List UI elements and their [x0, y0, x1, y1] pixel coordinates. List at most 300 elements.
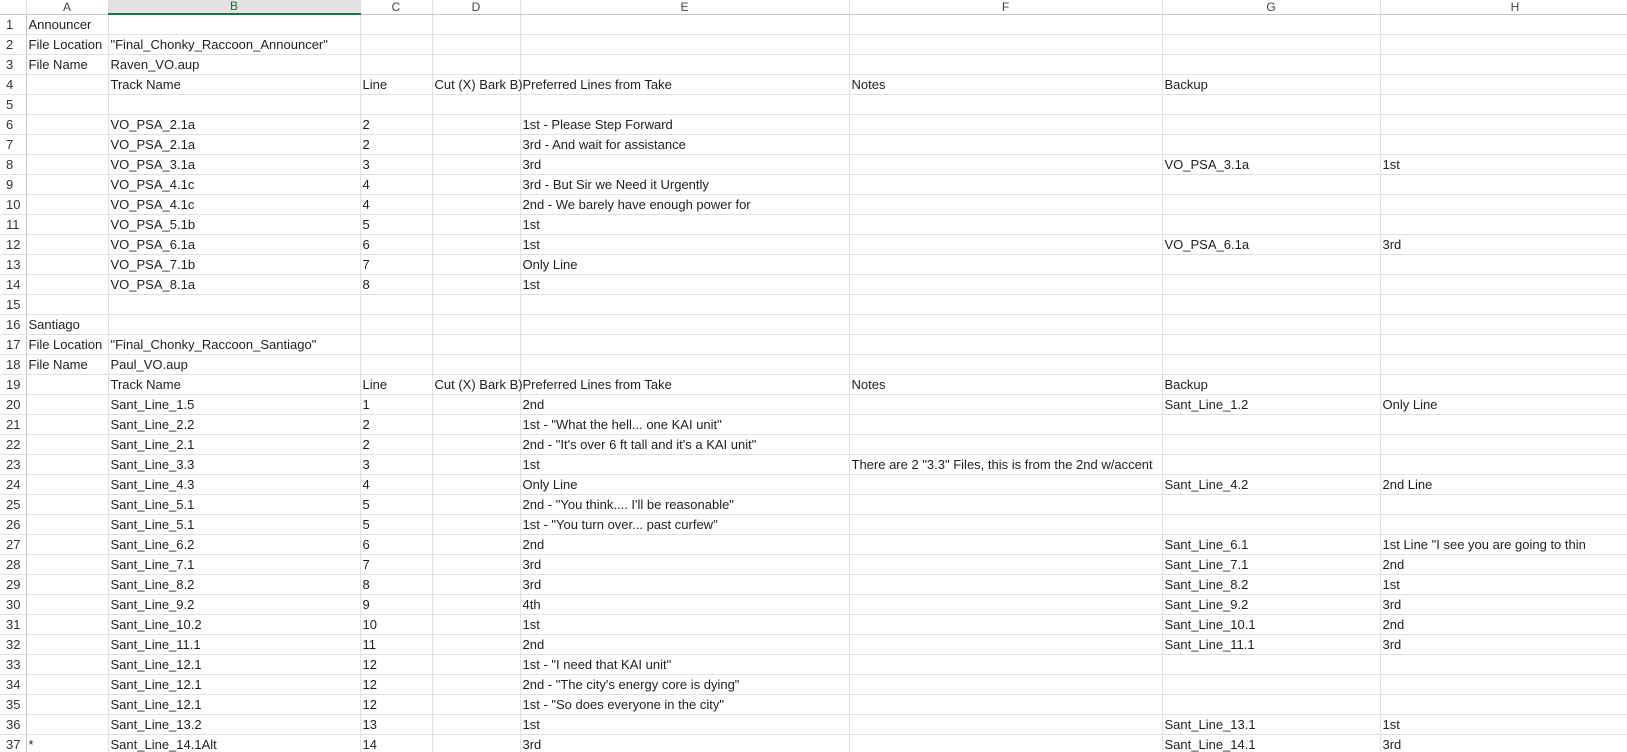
cell-f36[interactable] — [849, 715, 1162, 735]
cell-g31[interactable] — [1162, 615, 1380, 635]
cell-c18[interactable] — [360, 355, 432, 375]
cell-g4[interactable] — [1162, 75, 1380, 95]
cell-f25[interactable] — [849, 495, 1162, 515]
cell-d33[interactable] — [432, 655, 520, 675]
cell-d9[interactable] — [432, 175, 520, 195]
cell-f32[interactable] — [849, 635, 1162, 655]
cell-b13[interactable] — [108, 255, 360, 275]
row-header[interactable]: 14 — [0, 275, 26, 295]
row-header[interactable]: 24 — [0, 475, 26, 495]
cell-b12[interactable] — [108, 235, 360, 255]
cell-h32[interactable] — [1380, 635, 1627, 655]
cell-h1[interactable] — [1380, 14, 1627, 35]
cell-d26[interactable] — [432, 515, 520, 535]
cell-c26[interactable] — [360, 515, 432, 535]
cell-f13[interactable] — [849, 255, 1162, 275]
cell-b34[interactable] — [108, 675, 360, 695]
cell-g26[interactable] — [1162, 515, 1380, 535]
row-header[interactable]: 21 — [0, 415, 26, 435]
cell-f29[interactable] — [849, 575, 1162, 595]
cell-c19[interactable] — [360, 375, 432, 395]
cell-b25[interactable] — [108, 495, 360, 515]
cell-f8[interactable] — [849, 155, 1162, 175]
cell-f4[interactable] — [849, 75, 1162, 95]
row-header[interactable]: 22 — [0, 435, 26, 455]
cell-d10[interactable] — [432, 195, 520, 215]
cell-c15[interactable] — [360, 295, 432, 315]
cell-b28[interactable] — [108, 555, 360, 575]
cell-d7[interactable] — [432, 135, 520, 155]
row-header[interactable]: 20 — [0, 395, 26, 415]
cell-d18[interactable] — [432, 355, 520, 375]
cell-d14[interactable] — [432, 275, 520, 295]
cell-a18[interactable] — [26, 355, 108, 375]
cell-d34[interactable] — [432, 675, 520, 695]
cell-b35[interactable] — [108, 695, 360, 715]
cell-d27[interactable] — [432, 535, 520, 555]
cell-f12[interactable] — [849, 235, 1162, 255]
cell-h14[interactable] — [1380, 275, 1627, 295]
cell-f17[interactable] — [849, 335, 1162, 355]
cell-g12[interactable] — [1162, 235, 1380, 255]
cell-c9[interactable] — [360, 175, 432, 195]
cell-d16[interactable] — [432, 315, 520, 335]
cell-g10[interactable] — [1162, 195, 1380, 215]
cell-h13[interactable] — [1380, 255, 1627, 275]
cell-h5[interactable] — [1380, 95, 1627, 115]
column-header-h[interactable]: H — [1380, 0, 1627, 14]
cell-b1[interactable] — [108, 14, 360, 35]
cell-h15[interactable] — [1380, 295, 1627, 315]
cell-a2[interactable] — [26, 35, 108, 55]
cell-g17[interactable] — [1162, 335, 1380, 355]
cell-a20[interactable] — [26, 395, 108, 415]
cell-c21[interactable] — [360, 415, 432, 435]
cell-d6[interactable] — [432, 115, 520, 135]
cell-c35[interactable] — [360, 695, 432, 715]
cell-d31[interactable] — [432, 615, 520, 635]
row-header[interactable]: 2 — [0, 35, 26, 55]
cell-a35[interactable] — [26, 695, 108, 715]
cell-c24[interactable] — [360, 475, 432, 495]
row-header[interactable]: 11 — [0, 215, 26, 235]
cell-g8[interactable] — [1162, 155, 1380, 175]
cell-c25[interactable] — [360, 495, 432, 515]
cell-g18[interactable] — [1162, 355, 1380, 375]
cell-a34[interactable] — [26, 675, 108, 695]
row-header[interactable]: 8 — [0, 155, 26, 175]
cell-a31[interactable] — [26, 615, 108, 635]
cell-h36[interactable] — [1380, 715, 1627, 735]
cell-h16[interactable] — [1380, 315, 1627, 335]
cell-d30[interactable] — [432, 595, 520, 615]
cell-a19[interactable] — [26, 375, 108, 395]
row-header[interactable]: 23 — [0, 455, 26, 475]
cell-a17[interactable] — [26, 335, 108, 355]
cell-f3[interactable] — [849, 55, 1162, 75]
cell-d1[interactable] — [432, 14, 520, 35]
cell-c12[interactable] — [360, 235, 432, 255]
cell-a13[interactable] — [26, 255, 108, 275]
cell-e14[interactable] — [520, 275, 849, 295]
cell-d29[interactable] — [432, 575, 520, 595]
cell-h9[interactable] — [1380, 175, 1627, 195]
cell-h4[interactable] — [1380, 75, 1627, 95]
cell-e21[interactable] — [520, 415, 849, 435]
cell-h26[interactable] — [1380, 515, 1627, 535]
row-header[interactable]: 10 — [0, 195, 26, 215]
row-header[interactable]: 1 — [0, 14, 26, 35]
cell-h21[interactable] — [1380, 415, 1627, 435]
cell-b17[interactable] — [108, 335, 360, 355]
cell-b21[interactable] — [108, 415, 360, 435]
cell-e26[interactable] — [520, 515, 849, 535]
cell-c14[interactable] — [360, 275, 432, 295]
cell-f23[interactable] — [849, 455, 1162, 475]
cell-b4[interactable] — [108, 75, 360, 95]
cell-b8[interactable] — [108, 155, 360, 175]
column-header-b[interactable]: B — [108, 0, 360, 14]
cell-a36[interactable] — [26, 715, 108, 735]
cell-e34[interactable] — [520, 675, 849, 695]
cell-h17[interactable] — [1380, 335, 1627, 355]
cell-b9[interactable] — [108, 175, 360, 195]
cell-b2[interactable] — [108, 35, 360, 55]
cell-h24[interactable] — [1380, 475, 1627, 495]
cell-e27[interactable] — [520, 535, 849, 555]
cell-f21[interactable] — [849, 415, 1162, 435]
row-header[interactable]: 27 — [0, 535, 26, 555]
cell-e18[interactable] — [520, 355, 849, 375]
row-header[interactable]: 19 — [0, 375, 26, 395]
cell-e20[interactable] — [520, 395, 849, 415]
row-header[interactable]: 6 — [0, 115, 26, 135]
cell-c27[interactable] — [360, 535, 432, 555]
row-header[interactable]: 35 — [0, 695, 26, 715]
cell-f5[interactable] — [849, 95, 1162, 115]
cell-f14[interactable] — [849, 275, 1162, 295]
row-header[interactable]: 12 — [0, 235, 26, 255]
row-header[interactable]: 33 — [0, 655, 26, 675]
cell-a25[interactable] — [26, 495, 108, 515]
cell-d3[interactable] — [432, 55, 520, 75]
cell-b5[interactable] — [108, 95, 360, 115]
cell-b11[interactable] — [108, 215, 360, 235]
cell-d2[interactable] — [432, 35, 520, 55]
cell-g25[interactable] — [1162, 495, 1380, 515]
cell-f35[interactable] — [849, 695, 1162, 715]
column-header-e[interactable]: E — [520, 0, 849, 14]
cell-g34[interactable] — [1162, 675, 1380, 695]
cell-e17[interactable] — [520, 335, 849, 355]
cell-g24[interactable] — [1162, 475, 1380, 495]
cell-b29[interactable] — [108, 575, 360, 595]
cell-e33[interactable] — [520, 655, 849, 675]
cell-a7[interactable] — [26, 135, 108, 155]
cell-f11[interactable] — [849, 215, 1162, 235]
cell-g6[interactable] — [1162, 115, 1380, 135]
cell-h3[interactable] — [1380, 55, 1627, 75]
cell-g5[interactable] — [1162, 95, 1380, 115]
cell-h29[interactable] — [1380, 575, 1627, 595]
column-header-g[interactable]: G — [1162, 0, 1380, 14]
cell-f7[interactable] — [849, 135, 1162, 155]
cell-a26[interactable] — [26, 515, 108, 535]
cell-g33[interactable] — [1162, 655, 1380, 675]
cell-a27[interactable] — [26, 535, 108, 555]
cell-c11[interactable] — [360, 215, 432, 235]
cell-f16[interactable] — [849, 315, 1162, 335]
cell-h6[interactable] — [1380, 115, 1627, 135]
cell-a37[interactable] — [26, 735, 108, 752]
column-header-f[interactable]: F — [849, 0, 1162, 14]
cell-a28[interactable] — [26, 555, 108, 575]
row-header[interactable]: 4 — [0, 75, 26, 95]
cell-a29[interactable] — [26, 575, 108, 595]
cell-c16[interactable] — [360, 315, 432, 335]
row-header[interactable]: 32 — [0, 635, 26, 655]
cell-c5[interactable] — [360, 95, 432, 115]
cell-f9[interactable] — [849, 175, 1162, 195]
cell-f18[interactable] — [849, 355, 1162, 375]
row-header[interactable]: 29 — [0, 575, 26, 595]
cell-e2[interactable] — [520, 35, 849, 55]
cell-c37[interactable] — [360, 735, 432, 752]
cell-g29[interactable] — [1162, 575, 1380, 595]
cell-b27[interactable] — [108, 535, 360, 555]
cell-f6[interactable] — [849, 115, 1162, 135]
cell-a22[interactable] — [26, 435, 108, 455]
cell-b33[interactable] — [108, 655, 360, 675]
cell-b3[interactable] — [108, 55, 360, 75]
cell-g30[interactable] — [1162, 595, 1380, 615]
row-header[interactable]: 18 — [0, 355, 26, 375]
cell-b37[interactable] — [108, 735, 360, 752]
row-header[interactable]: 3 — [0, 55, 26, 75]
cell-f22[interactable] — [849, 435, 1162, 455]
row-header[interactable]: 5 — [0, 95, 26, 115]
cell-e37[interactable] — [520, 735, 849, 752]
cell-h2[interactable] — [1380, 35, 1627, 55]
cell-f26[interactable] — [849, 515, 1162, 535]
cell-h34[interactable] — [1380, 675, 1627, 695]
cell-e30[interactable] — [520, 595, 849, 615]
cell-g2[interactable] — [1162, 35, 1380, 55]
cell-d35[interactable] — [432, 695, 520, 715]
cell-d13[interactable] — [432, 255, 520, 275]
cell-e12[interactable] — [520, 235, 849, 255]
cell-c20[interactable] — [360, 395, 432, 415]
row-header[interactable]: 34 — [0, 675, 26, 695]
cell-c31[interactable] — [360, 615, 432, 635]
cell-b24[interactable] — [108, 475, 360, 495]
cell-a10[interactable] — [26, 195, 108, 215]
cell-f10[interactable] — [849, 195, 1162, 215]
select-all-corner[interactable] — [0, 0, 26, 14]
cell-c13[interactable] — [360, 255, 432, 275]
cell-e22[interactable] — [520, 435, 849, 455]
cell-g27[interactable] — [1162, 535, 1380, 555]
cell-h22[interactable] — [1380, 435, 1627, 455]
cell-f20[interactable] — [849, 395, 1162, 415]
cell-a23[interactable] — [26, 455, 108, 475]
cell-h31[interactable] — [1380, 615, 1627, 635]
cell-f19[interactable] — [849, 375, 1162, 395]
cell-f2[interactable] — [849, 35, 1162, 55]
cell-a33[interactable] — [26, 655, 108, 675]
cell-a16[interactable] — [26, 315, 108, 335]
cell-a9[interactable] — [26, 175, 108, 195]
cell-h10[interactable] — [1380, 195, 1627, 215]
cell-b14[interactable] — [108, 275, 360, 295]
cell-h35[interactable] — [1380, 695, 1627, 715]
cell-d5[interactable] — [432, 95, 520, 115]
cell-b10[interactable] — [108, 195, 360, 215]
cell-b7[interactable] — [108, 135, 360, 155]
cell-d32[interactable] — [432, 635, 520, 655]
cell-c17[interactable] — [360, 335, 432, 355]
cell-d15[interactable] — [432, 295, 520, 315]
cell-f33[interactable] — [849, 655, 1162, 675]
row-header[interactable]: 25 — [0, 495, 26, 515]
cell-f1[interactable] — [849, 14, 1162, 35]
cell-a6[interactable] — [26, 115, 108, 135]
cell-e16[interactable] — [520, 315, 849, 335]
row-header[interactable]: 9 — [0, 175, 26, 195]
cell-b23[interactable] — [108, 455, 360, 475]
cell-b32[interactable] — [108, 635, 360, 655]
cell-f37[interactable] — [849, 735, 1162, 752]
cell-c22[interactable] — [360, 435, 432, 455]
cell-f31[interactable] — [849, 615, 1162, 635]
cell-e3[interactable] — [520, 55, 849, 75]
cell-h12[interactable] — [1380, 235, 1627, 255]
cell-d24[interactable] — [432, 475, 520, 495]
cell-g22[interactable] — [1162, 435, 1380, 455]
cell-d12[interactable] — [432, 235, 520, 255]
cell-e29[interactable] — [520, 575, 849, 595]
cell-e35[interactable] — [520, 695, 849, 715]
cell-b18[interactable] — [108, 355, 360, 375]
cell-a1[interactable] — [26, 14, 108, 35]
cell-a8[interactable] — [26, 155, 108, 175]
cell-d25[interactable] — [432, 495, 520, 515]
cell-e25[interactable] — [520, 495, 849, 515]
cell-c10[interactable] — [360, 195, 432, 215]
cell-d36[interactable] — [432, 715, 520, 735]
cell-d22[interactable] — [432, 435, 520, 455]
row-header[interactable]: 15 — [0, 295, 26, 315]
cell-b16[interactable] — [108, 315, 360, 335]
column-header-a[interactable]: A — [26, 0, 108, 14]
cell-h11[interactable] — [1380, 215, 1627, 235]
cell-h23[interactable] — [1380, 455, 1627, 475]
cell-g11[interactable] — [1162, 215, 1380, 235]
cell-e36[interactable] — [520, 715, 849, 735]
cell-c2[interactable] — [360, 35, 432, 55]
cell-c4[interactable] — [360, 75, 432, 95]
cell-a4[interactable] — [26, 75, 108, 95]
cell-g15[interactable] — [1162, 295, 1380, 315]
cell-h28[interactable] — [1380, 555, 1627, 575]
cell-g1[interactable] — [1162, 14, 1380, 35]
cell-d21[interactable] — [432, 415, 520, 435]
row-header[interactable]: 16 — [0, 315, 26, 335]
row-header[interactable]: 36 — [0, 715, 26, 735]
cell-b36[interactable] — [108, 715, 360, 735]
cell-h18[interactable] — [1380, 355, 1627, 375]
cell-e19[interactable] — [520, 375, 849, 395]
cell-f27[interactable] — [849, 535, 1162, 555]
cell-b22[interactable] — [108, 435, 360, 455]
cell-e11[interactable] — [520, 215, 849, 235]
cell-a30[interactable] — [26, 595, 108, 615]
cell-g14[interactable] — [1162, 275, 1380, 295]
cell-b26[interactable] — [108, 515, 360, 535]
cell-h27[interactable] — [1380, 535, 1627, 555]
cell-c1[interactable] — [360, 14, 432, 35]
row-header[interactable]: 13 — [0, 255, 26, 275]
cell-b6[interactable] — [108, 115, 360, 135]
cell-g3[interactable] — [1162, 55, 1380, 75]
cell-f15[interactable] — [849, 295, 1162, 315]
cell-h33[interactable] — [1380, 655, 1627, 675]
cell-h37[interactable] — [1380, 735, 1627, 752]
cell-e9[interactable] — [520, 175, 849, 195]
cell-c29[interactable] — [360, 575, 432, 595]
cell-g23[interactable] — [1162, 455, 1380, 475]
cell-e7[interactable] — [520, 135, 849, 155]
cell-g16[interactable] — [1162, 315, 1380, 335]
cell-e13[interactable] — [520, 255, 849, 275]
cell-f34[interactable] — [849, 675, 1162, 695]
cell-c23[interactable] — [360, 455, 432, 475]
row-header[interactable]: 17 — [0, 335, 26, 355]
cell-g35[interactable] — [1162, 695, 1380, 715]
cell-d28[interactable] — [432, 555, 520, 575]
cell-a24[interactable] — [26, 475, 108, 495]
cell-c8[interactable] — [360, 155, 432, 175]
cell-h19[interactable] — [1380, 375, 1627, 395]
column-header-c[interactable]: C — [360, 0, 432, 14]
cell-a12[interactable] — [26, 235, 108, 255]
cell-b15[interactable] — [108, 295, 360, 315]
row-header[interactable]: 26 — [0, 515, 26, 535]
row-header[interactable]: 28 — [0, 555, 26, 575]
cell-e10[interactable] — [520, 195, 849, 215]
cell-g28[interactable] — [1162, 555, 1380, 575]
cell-a11[interactable] — [26, 215, 108, 235]
cell-d20[interactable] — [432, 395, 520, 415]
cell-b20[interactable] — [108, 395, 360, 415]
cell-h8[interactable] — [1380, 155, 1627, 175]
row-header[interactable]: 7 — [0, 135, 26, 155]
cell-h30[interactable] — [1380, 595, 1627, 615]
cell-c34[interactable] — [360, 675, 432, 695]
cell-h7[interactable] — [1380, 135, 1627, 155]
cell-b19[interactable] — [108, 375, 360, 395]
cell-h20[interactable] — [1380, 395, 1627, 415]
cell-e32[interactable] — [520, 635, 849, 655]
cell-e31[interactable] — [520, 615, 849, 635]
cell-e8[interactable] — [520, 155, 849, 175]
cell-g21[interactable] — [1162, 415, 1380, 435]
cell-e5[interactable] — [520, 95, 849, 115]
row-header[interactable]: 37 — [0, 735, 26, 752]
cell-d17[interactable] — [432, 335, 520, 355]
row-header[interactable]: 30 — [0, 595, 26, 615]
cell-e1[interactable] — [520, 14, 849, 35]
